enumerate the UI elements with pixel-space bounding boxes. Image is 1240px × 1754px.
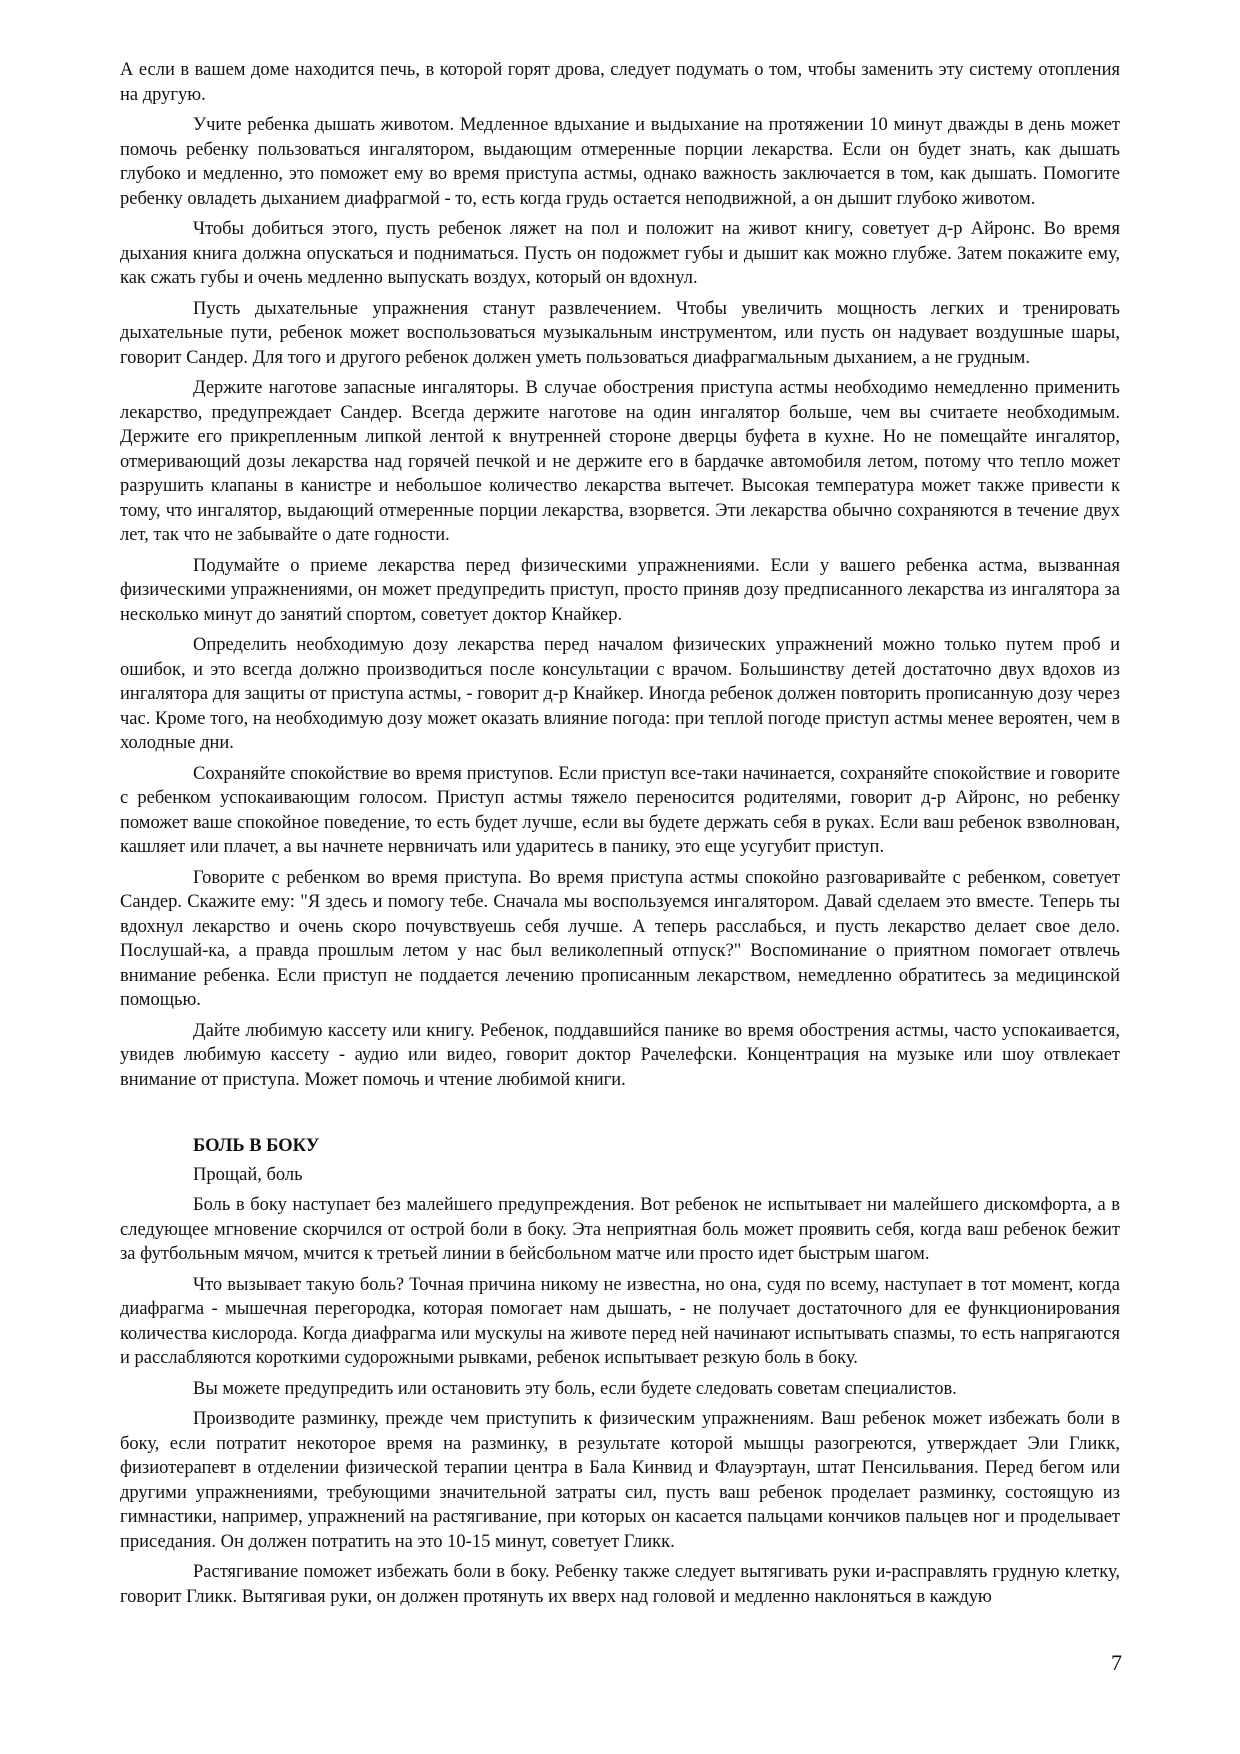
section-subheading: Прощай, боль: [193, 1164, 303, 1185]
paragraph: Определить необходимую дозу лекарства перед началом физических упражнений можно только путем проб и ошибок, и это всегда должно производиться после консультации с врачом. Большинству детей достаточно двух вдохов из ингалятора для защиты от приступа астмы, - говорит д-р Кнайкер. Иногда ребенок должен повторить прописанную дозу через час. Кроме того, на необходимую дозу может оказать влияние погода: при теплой погоде приступ астмы менее вероятен, чем в холодные дни.: [120, 635, 1120, 753]
paragraph: А если в вашем доме находится печь, в которой горят дрова, следует подумать о том, чтобы заменить эту систему отопления на другую.: [120, 60, 1120, 105]
paragraph: Держите наготове запасные ингаляторы. В случае обострения приступа астмы необходимо немедленно применить лекарство, предупреждает Сандер. Всегда держите наготове на один ингалятор больше, чем вы считаете необходимым. Держите его прикрепленным липкой лентой к внутренней стороне дверцы буфета в кухне. Но не помещайте ингалятор, отмеривающий дозы лекарства над горячей печкой и не держите его в бардачке автомобиля летом, потому что тепло может разрушить клапаны в канистре и небольшое количество лекарства вытечет. Высокая температура может также привести к тому, что ингалятор, выдающий отмеренные порции лекарства, взорвется. Эти лекарства обычно сохраняются в течение двух лет, так что не забывайте о дате годности.: [120, 378, 1120, 545]
paragraph: Растягивание поможет избежать боли в боку. Ребенку также следует вытягивать руки и-расправлять грудную клетку, говорит Гликк. Вытягивая руки, он должен протянуть их вверх над головой и медленно наклоняться в каждую: [120, 1562, 1120, 1607]
paragraph: Пусть дыхательные упражнения станут развлечением. Чтобы увеличить мощность легких и тренировать дыхательные пути, ребенок может воспользоваться музыкальным инструментом, или пусть он надувает воздушные шары, говорит Сандер. Для того и другого ребенок должен уметь пользоваться диафрагмальным дыханием, а не грудным.: [120, 298, 1120, 368]
page-number: 7: [1111, 1650, 1122, 1675]
paragraph: Говорите с ребенком во время приступа. Во время приступа астмы спокойно разговаривайте с ребенком, советует Сандер. Скажите ему: "Я здесь и помогу тебе. Сначала мы воспользуемся ингалятором. Давай сделаем это вместе. Теперь ты вдохнул лекарство и очень скоро почувствуешь себя лучше. А теперь расслабься, и пусть лекарство делает свое дело. Послушай-ка, а правда прошлым летом у нас был великолепный отпуск?" Воспоминание о приятном помогает отвлечь внимание ребенка. Если приступ не поддается лечению прописанным лекарством, немедленно обратитесь за медицинской помощью.: [120, 867, 1120, 1010]
paragraph: Чтобы добиться этого, пусть ребенок ляжет на пол и положит на живот книгу, советует д-р Айронс. Во время дыхания книга должна опускаться и подниматься. Пусть он подожмет губы и дышит как можно глубже. Затем покажите ему, как сжать губы и очень медленно выпускать воздух, который он вдохнул.: [120, 219, 1120, 288]
document-page: [120, 58, 1120, 1609]
paragraph: Что вызывает такую боль? Точная причина никому не известна, но она, судя по всему, наступает в тот момент, когда диафрагма - мышечная перегородка, которая помогает нам дышать, - не получает достаточного для ее функционирования количества кислорода. Когда диафрагма или мускулы на животе перед ней начинают испытывать спазмы, то есть напрягаются и расслабляются короткими судорожными рывками, ребенок испытывает резкую боль в боку.: [120, 1274, 1120, 1368]
paragraph: Сохраняйте спокойствие во время приступов. Если приступ все-таки начинается, сохраняйте спокойствие и говорите с ребенком успокаивающим голосом. Приступ астмы тяжело переносится родителями, говорит д-р Айронс, но ребенку поможет ваше спокойное поведение, то есть будет лучше, если вы будете держать себя в руках. Если ваш ребенок взволнован, кашляет или плачет, а вы начнете нервничать или ударитесь в панику, это еще усугубит приступ.: [120, 763, 1120, 857]
paragraph: Производите разминку, прежде чем приступить к физическим упражнениям. Ваш ребенок может избежать боли в боку, если потратит некоторое время на разминку, в результате которой мышцы разогреются, утверждает Эли Гликк, физиотерапевт в отделении физической терапии центра в Бала Кинвид и Флауэртаун, штат Пенсильвания. Перед бегом или другими упражнениями, требующими значительной затраты сил, пусть ваш ребенок проделает разминку, состоящую из гимнастики, например, упражнений на растягивание, при которых он касается пальцами кончиков пальцев ног и проделывает приседания. Он должен потратить на это 10-15 минут, советует Гликк.: [120, 1409, 1120, 1552]
paragraph: Дайте любимую кассету или книгу. Ребенок, поддавшийся панике во время обострения астмы, часто успокаивается, увидев любимую кассету - аудио или видео, говорит доктор Рачелефски. Концентрация на музыке или шоу отвлекает внимание от приступа. Может помочь и чтение любимой книги.: [120, 1020, 1120, 1090]
paragraph: Подумайте о приеме лекарства перед физическими упражнениями. Если у вашего ребенка астма, вызванная физическими упражнениями, он может предупредить приступ, просто приняв дозу предписанного лекарства из ингалятора за несколько минут до занятий спортом, советует доктор Кнайкер.: [120, 555, 1120, 625]
paragraph: Вы можете предупредить или остановить эту боль, если будете следовать советам специалистов.: [193, 1378, 957, 1399]
section-heading: БОЛЬ В БОКУ: [193, 1136, 320, 1156]
paragraph: Боль в боку наступает без малейшего предупреждения. Вот ребенок не испытывает ни малейшего дискомфорта, а в следующее мгновение скорчился от острой боли в боку. Эта неприятная боль может проявить себя, когда ваш ребенок бежит за футбольным мячом, мчится к третьей линии в бейсбольном матче или просто идет быстрым шагом.: [120, 1195, 1120, 1264]
paragraph: Учите ребенка дышать животом. Медленное вдыхание и выдыхание на протяжении 10 минут дважды в день может помочь ребенку пользоваться ингалятором, выдающим отмеренные порции лекарства. Если он будет знать, как дышать глубоко и медленно, это поможет ему во время приступа астмы, однако важность заключается в том, как дышать. Помогите ребенку овладеть дыханием диафрагмой - то, есть когда грудь остается неподвижной, а он дышит глубоко животом.: [120, 115, 1120, 209]
